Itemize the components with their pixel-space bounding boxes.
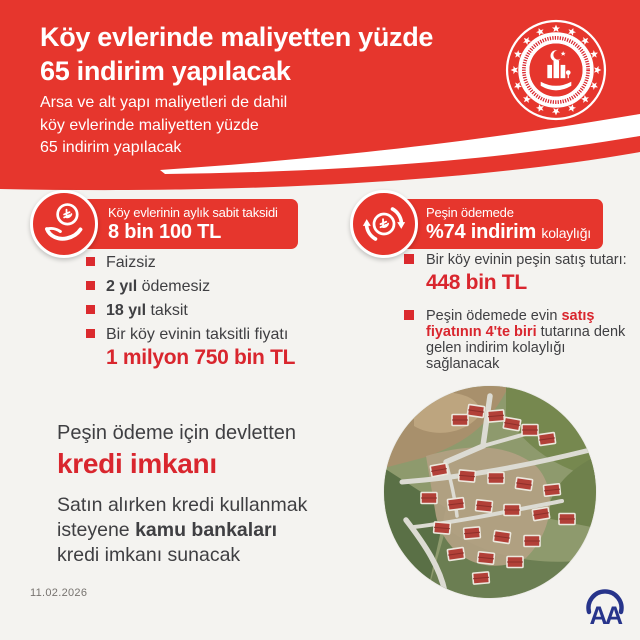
hand-holding-lira-coin-icon <box>39 199 89 249</box>
bullet-square-icon <box>86 257 95 266</box>
bullet-square-icon <box>404 310 414 320</box>
list-item-pesin-tutar: Bir köy evinin peşin satış tutarı: 448 bin TL <box>404 252 632 295</box>
page-title-line1: Köy evlerinde maliyetten yüzde <box>40 22 434 52</box>
subtitle-line3: 65 indirim yapılacak <box>40 139 182 156</box>
credit-intro: Peşin ödeme için devletten <box>57 422 297 444</box>
cash-discount-value <box>426 220 603 245</box>
list-item-taksit: 18 yıl taksit <box>86 302 336 319</box>
list-item-taksitli-fiyat: Bir köy evinin taksitli fiyatı 1 milyon 750 bin TL <box>86 326 336 370</box>
page-title-line2: 65 indirim yapılacak <box>40 56 291 86</box>
monthly-installment-label: Köy evlerinin aylık sabit taksidi <box>108 205 278 220</box>
kamu-bankalari-highlight: kamu bankaları <box>135 519 278 541</box>
cash-price-value: 448 bin TL <box>426 271 527 294</box>
village-aerial-photo <box>384 386 596 598</box>
page-subtitle <box>40 92 287 160</box>
publish-date: 11.02.2026 <box>30 587 88 599</box>
installment-price-value: 1 milyon 750 bin TL <box>106 346 296 369</box>
installment-benefits-list <box>86 254 336 377</box>
subtitle-line2: köy evlerinde maliyetten yüzde <box>40 116 259 134</box>
cash-discount-label: Peşin ödemede <box>426 205 514 220</box>
discount-fraction-highlight: satış fiyatının 4'te biri <box>426 308 595 340</box>
page-title <box>40 20 433 88</box>
monthly-installment-value: 8 bin 100 TL <box>108 221 222 243</box>
bullet-square-icon <box>86 329 95 338</box>
cash-discount-badge-circle <box>350 190 418 258</box>
bullet-square-icon <box>404 254 414 264</box>
monthly-installment-badge-circle <box>30 190 98 258</box>
list-item-faizsiz: Faizsiz <box>86 254 336 271</box>
monthly-installment-badge <box>80 199 298 249</box>
ministry-seal-icon <box>505 19 607 121</box>
credit-description: Satın alırken kredi kullanmak isteyene kamu bankaları kredi imkanı sunacak <box>57 494 308 566</box>
subtitle-line1: Arsa ve alt yapı maliyetleri de dahil <box>40 94 288 111</box>
bullet-square-icon <box>86 305 95 314</box>
aa-logo-letters: AA <box>589 602 621 629</box>
cash-discount-badge <box>400 199 603 249</box>
list-item-odemesiz: 2 yıl ödemesiz <box>86 278 336 295</box>
list-item-indirim-kolayligi: Peşin ödemede evin satış fiyatının 4'te biri tutarına denk gelen indirim kolaylığı sağlanacak <box>404 308 632 372</box>
aa-agency-logo <box>583 583 627 629</box>
lira-coin-cycle-icon <box>359 199 409 249</box>
cash-discount-value-suffix: kolaylığı <box>541 225 591 241</box>
credit-section <box>57 421 307 568</box>
cash-discount-value-bold: %74 indirim <box>426 221 537 243</box>
bullet-square-icon <box>86 281 95 290</box>
credit-highlight: kredi imkanı <box>57 448 217 479</box>
cash-payment-list <box>404 252 632 378</box>
